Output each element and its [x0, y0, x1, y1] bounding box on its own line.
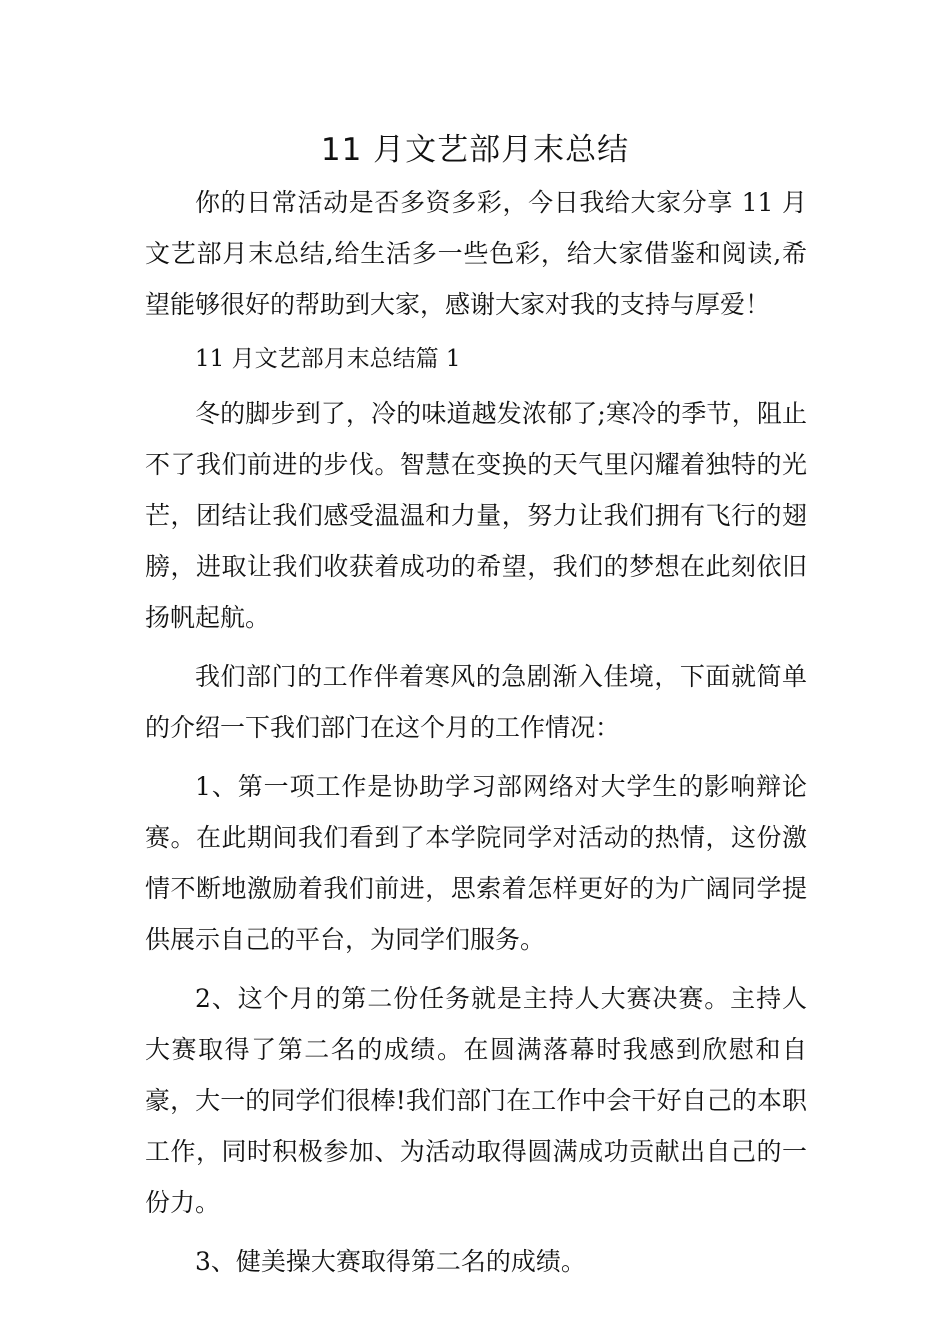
intro-paragraph: 你的日常活动是否多资多彩，今日我给大家分享 11 月文艺部月末总结,给生活多一些色彩，给大家借鉴和阅读,希望能够很好的帮助到大家，感谢大家对我的支持与厚爱！	[145, 188, 807, 319]
list-item-paragraph: 2、这个月的第二份任务就是主持人大赛决赛。主持人大赛取得了第二名的成绩。在圆满落幕时我感到欣慰和自豪，大一的同学们很棒!我们部门在工作中会干好自己的本职工作，同时积极参加、为活动取得圆满成功贡献出自己的一份力。	[145, 984, 807, 1217]
body-paragraph: 我们部门的工作伴着寒风的急剧渐入佳境，下面就简单的介绍一下我们部门在这个月的工作情况：	[145, 662, 807, 742]
body-paragraph: 冬的脚步到了，冷的味道越发浓郁了;寒冷的季节，阻止不了我们前进的步伐。智慧在变换的天气里闪耀着独特的光芒，团结让我们感受温温和力量，努力让我们拥有飞行的翅膀，进取让我们收获着成功的希望，我们的梦想在此刻依旧扬帆起航。	[145, 399, 807, 632]
list-item-paragraph: 1、第一项工作是协助学习部网络对大学生的影响辩论赛。在此期间我们看到了本学院同学对活动的热情，这份激情不断地激励着我们前进，思索着怎样更好的为广阔同学提供展示自己的平台，为同学们服务。	[145, 772, 807, 954]
list-item-paragraph: 3、健美操大赛取得第二名的成绩。	[195, 1247, 586, 1276]
document-body	[145, 177, 807, 1287]
section-heading: 11 月文艺部月末总结篇 1	[195, 346, 461, 372]
document-title: 11 月文艺部月末总结	[320, 132, 630, 168]
